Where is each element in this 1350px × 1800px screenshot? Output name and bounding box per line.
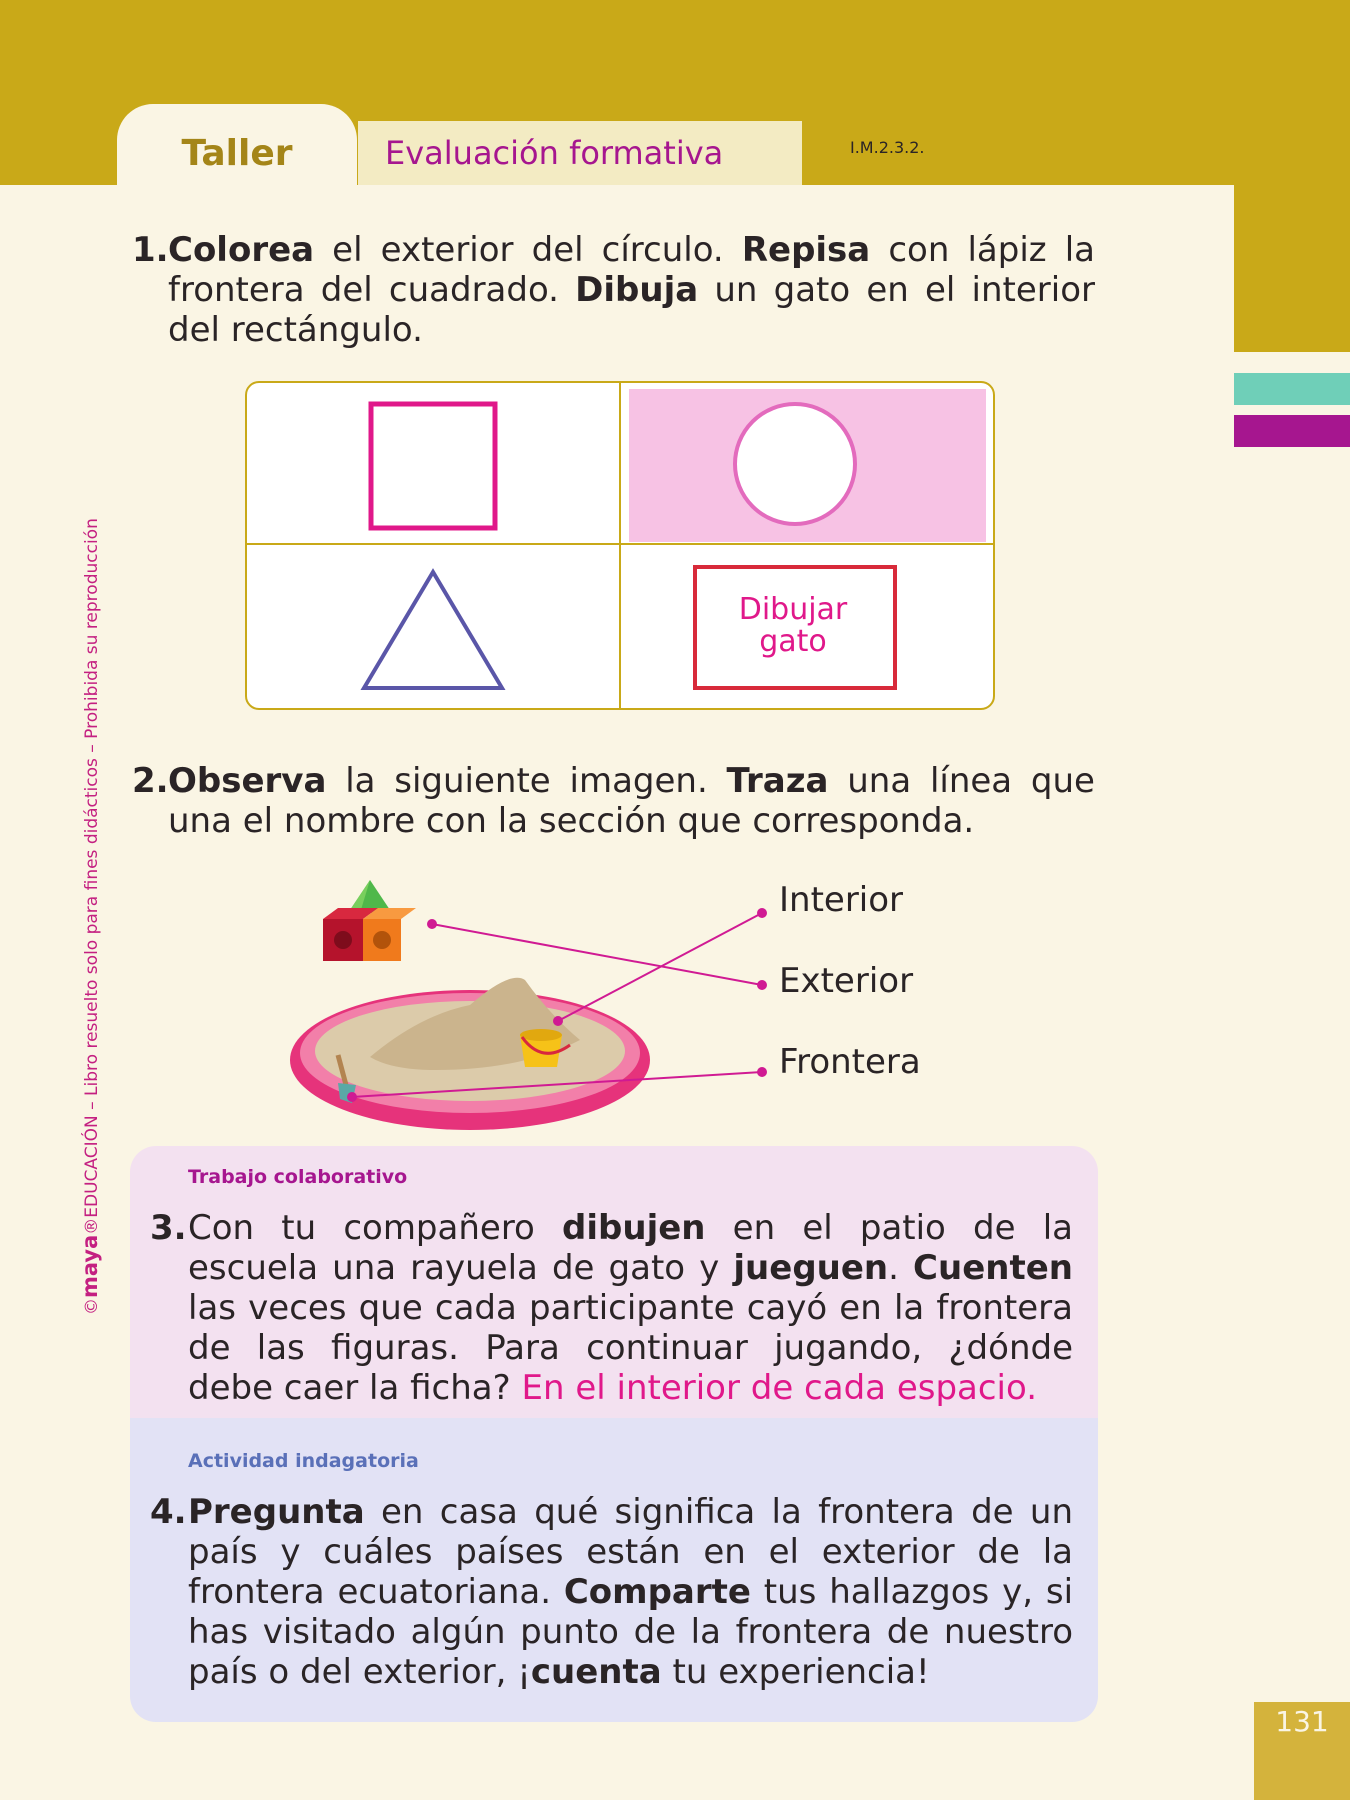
label-frontera: Frontera bbox=[779, 1042, 921, 1082]
question-text: un gato en el interior del rectángulo. bbox=[168, 270, 1095, 350]
question-1 bbox=[132, 230, 1095, 350]
keyword: Dibuja bbox=[575, 270, 699, 310]
question-text: Con tu compañero bbox=[188, 1208, 563, 1248]
magenta-tab-marker bbox=[1234, 415, 1350, 447]
question-text: con lápiz la frontera del cuadrado. bbox=[168, 230, 1095, 310]
teal-tab-marker bbox=[1234, 373, 1350, 405]
shape-grid bbox=[245, 381, 995, 710]
keyword: Colorea bbox=[168, 230, 315, 270]
keyword: Pregunta bbox=[188, 1492, 365, 1532]
question-text: tus hallazgos y, si has visitado algún punto de la frontera de nuestro país o del exterior, ¡ bbox=[188, 1572, 1074, 1692]
question-text: en el patio de la escuela una rayuela de gato y bbox=[188, 1208, 1073, 1288]
question-text: la siguiente imagen. bbox=[326, 761, 727, 801]
question-number: 3. bbox=[150, 1208, 187, 1248]
question-text: en casa qué significa la frontera de un país y cuáles países están en el exterior de la frontera ecuatoriana. bbox=[188, 1492, 1073, 1612]
keyword: dibujen bbox=[562, 1208, 706, 1248]
triangle-shape bbox=[364, 572, 502, 688]
answer-text: En el interior de cada espacio. bbox=[521, 1368, 1038, 1408]
keyword: Repisa bbox=[741, 230, 871, 270]
label-exterior: Exterior bbox=[779, 961, 914, 1001]
keyword: jueguen bbox=[733, 1248, 889, 1288]
question-3 bbox=[150, 1208, 1073, 1408]
toy-blocks bbox=[323, 880, 416, 961]
keyword: Observa bbox=[168, 761, 327, 801]
shape-grid-drawing bbox=[247, 383, 993, 708]
label-interior: Interior bbox=[779, 880, 904, 920]
draw-cat-label bbox=[693, 594, 893, 658]
keyword: Cuenten bbox=[913, 1248, 1073, 1288]
question-4 bbox=[150, 1492, 1074, 1692]
question-text: tu experiencia! bbox=[661, 1652, 930, 1692]
question-number: 4. bbox=[150, 1492, 187, 1532]
keyword: cuenta bbox=[530, 1652, 662, 1692]
square-shape bbox=[371, 404, 495, 528]
question-text: . bbox=[888, 1248, 914, 1288]
tab-taller: Taller bbox=[117, 104, 357, 186]
question-text: el exterior del círculo. bbox=[314, 230, 742, 270]
sandbox-illustration bbox=[280, 875, 800, 1135]
inquiry-title: Actividad indagatoria bbox=[188, 1450, 419, 1472]
indicator-code: I.M.2.3.2. bbox=[850, 138, 925, 157]
tab-evaluacion-formativa: Evaluación formativa bbox=[358, 121, 802, 185]
draw-cat-label-line-1: Dibujar bbox=[738, 592, 848, 627]
keyword: Comparte bbox=[563, 1572, 751, 1612]
page-number: 131 bbox=[1275, 1705, 1329, 1738]
question-number: 2. bbox=[132, 761, 169, 801]
draw-cat-label-line-2: gato bbox=[759, 624, 827, 659]
brand-maya: maya bbox=[78, 1234, 102, 1298]
keyword: Traza bbox=[726, 761, 829, 801]
right-band bbox=[1234, 0, 1350, 352]
question-2 bbox=[132, 761, 1095, 841]
circle-shape bbox=[735, 404, 855, 524]
question-text: las veces que cada participante cayó en la frontera de las figuras. Para continuar jugando, ¿dónde debe caer la ficha? bbox=[188, 1288, 1073, 1408]
question-text: una línea que una el nombre con la sección que corresponda. bbox=[168, 761, 1095, 841]
question-number: 1. bbox=[132, 230, 169, 270]
side-copyright: ©maya®EDUCACIÓN – Libro resuelto solo para fines didácticos – Prohibida su reproducción bbox=[78, 518, 102, 1315]
side-copyright-text: EDUCACIÓN – Libro resuelto solo para fines didácticos – Prohibida su reproducción bbox=[82, 518, 102, 1218]
collab-title: Trabajo colaborativo bbox=[188, 1166, 408, 1188]
